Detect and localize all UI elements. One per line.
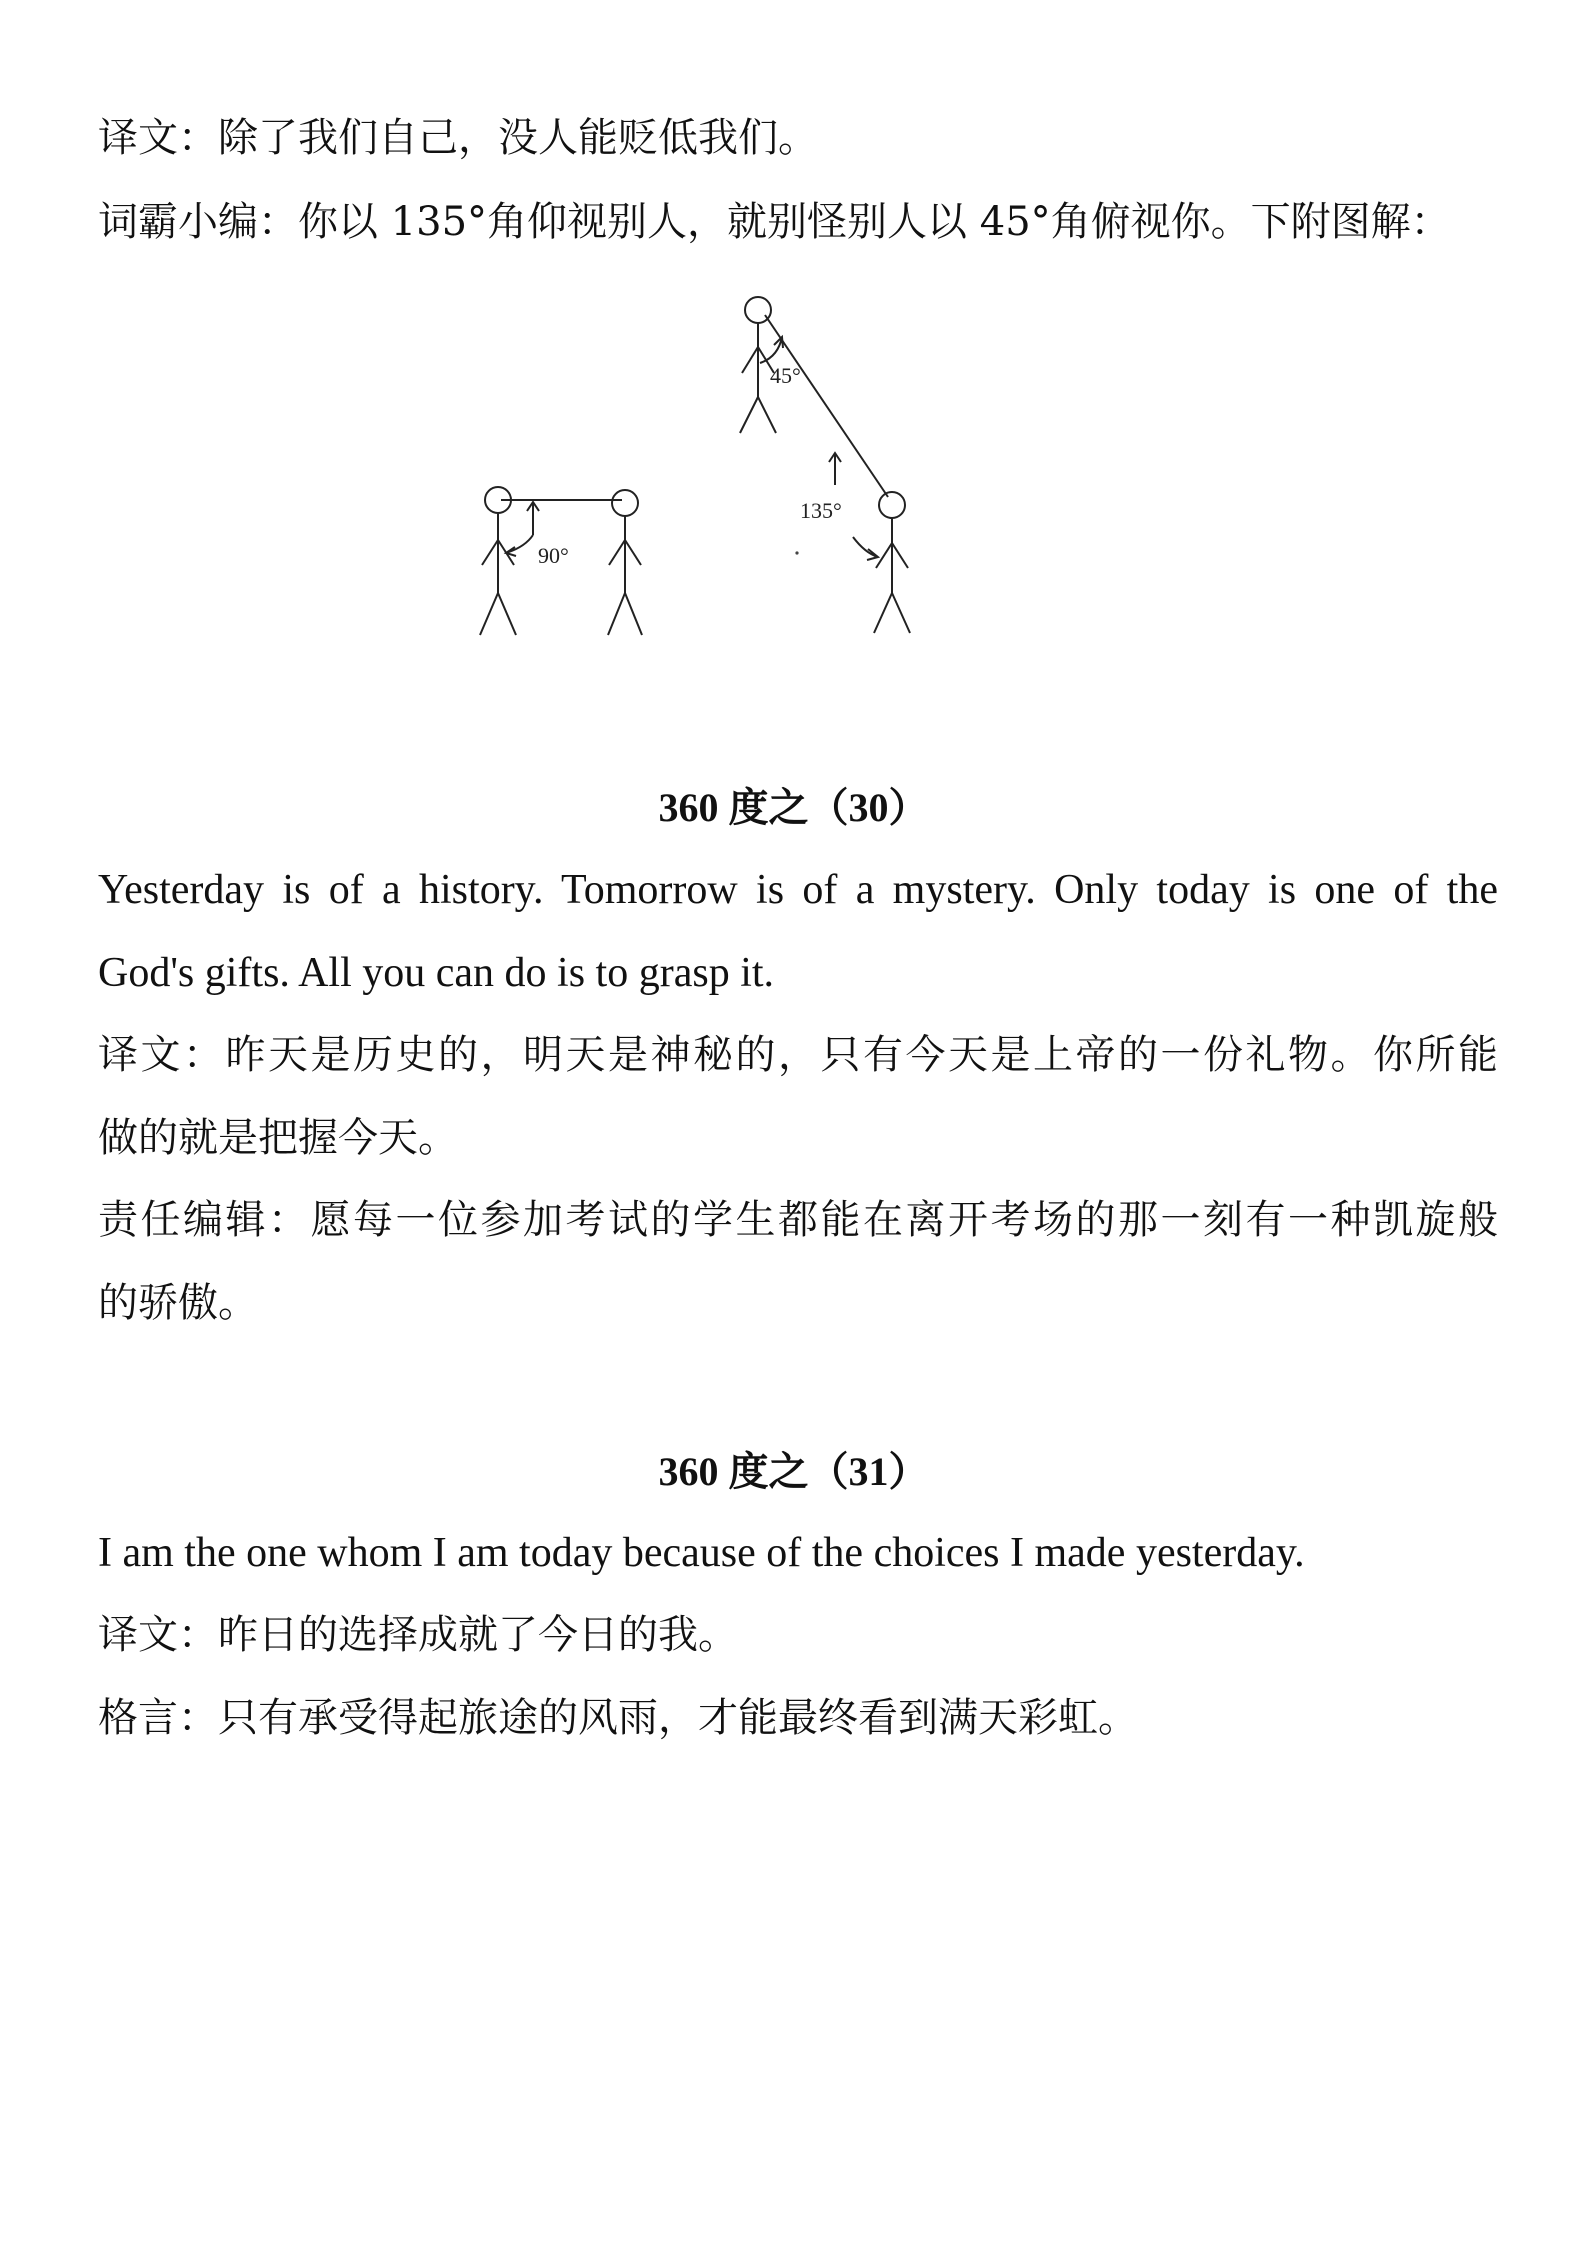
section-30-translation-line-2: 做的就是把握今天。	[98, 1115, 458, 1161]
label-45: 45°	[770, 363, 801, 388]
arrow-135-up	[829, 453, 841, 485]
arrow-90-up	[527, 502, 539, 535]
arrow-45	[760, 337, 783, 363]
section-30-english-line-1: Yesterday is of a history. Tomorrow is of a mystery. Only today is one of the	[98, 867, 1498, 913]
arrow-135-curve	[853, 537, 878, 560]
speck-dot	[795, 551, 798, 554]
section-30-english-line-2: God's gifts. All you can do is to grasp it.	[98, 950, 775, 996]
section-30-title: 360 度之（30）	[658, 785, 929, 830]
section-31-title: 360 度之（31）	[658, 1449, 929, 1494]
stick-figure-lower	[874, 492, 910, 633]
section-30-translation-line-1: 译文：昨天是历史的，明天是神秘的，只有今天是上帝的一份礼物。你所能	[98, 1032, 1498, 1078]
section-30-editor-line-2: 的骄傲。	[98, 1280, 258, 1326]
label-135: 135°	[800, 498, 842, 523]
stick-figure-left-a	[480, 487, 516, 635]
translation-line: 译文：除了我们自己，没人能贬低我们。	[98, 115, 818, 161]
arrow-90-curve	[506, 535, 533, 556]
editor-note-line: 词霸小编：你以 135°角仰视别人，就别怪别人以 45°角俯视你。下附图解：	[98, 199, 1451, 245]
stick-figure-left-b	[608, 490, 642, 635]
angle-diagram-svg	[460, 285, 940, 660]
angle-diagram	[460, 285, 940, 660]
section-31-english-line: I am the one whom I am today because of the choices I made yesterday.	[98, 1530, 1305, 1576]
section-30-editor-line-1: 责任编辑：愿每一位参加考试的学生都能在离开考场的那一刻有一种凯旋般	[98, 1197, 1498, 1243]
section-31-motto-line: 格言：只有承受得起旅途的风雨，才能最终看到满天彩虹。	[98, 1695, 1138, 1741]
label-90: 90°	[538, 543, 569, 568]
section-31-translation-line: 译文：昨日的选择成就了今日的我。	[98, 1612, 738, 1658]
